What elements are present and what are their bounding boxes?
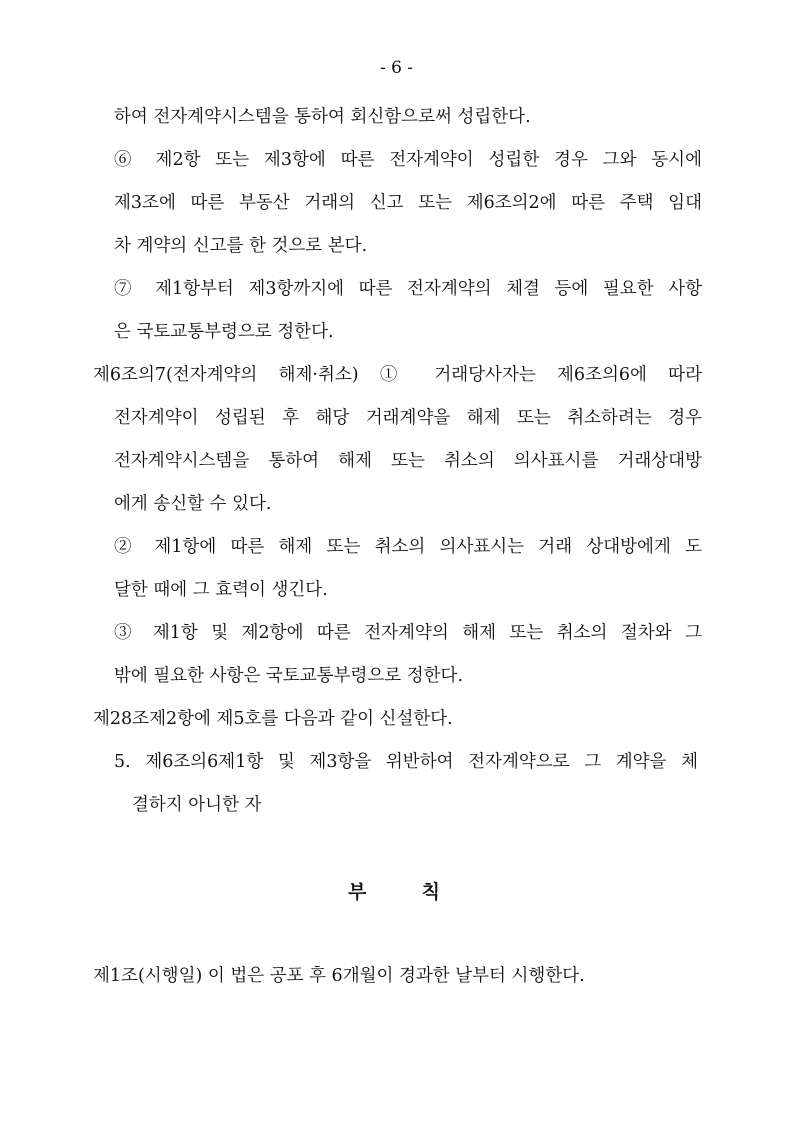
- body-line: 하여 전자계약시스템을 통하여 회신함으로써 성립한다.: [114, 107, 531, 127]
- body-line: 전자계약이 성립된 후 해당 거래계약을 해제 또는 취소하려는 경우: [114, 408, 702, 428]
- addenda-title-char: 칙: [421, 881, 440, 903]
- body-line: 에게 송신할 수 있다.: [114, 494, 272, 514]
- item-line: 5. 제6조의6제1항 및 제3항을 위반하여 전자계약으로 그 계약을 체: [114, 752, 698, 772]
- body-line: 달한 때에 그 효력이 생긴다.: [114, 580, 328, 600]
- body-line: 차 계약의 신고를 한 것으로 본다.: [114, 236, 368, 256]
- addenda-title: [348, 877, 440, 904]
- body-line: ⑥ 제2항 또는 제3항에 따른 전자계약이 성립한 경우 그와 동시에: [114, 150, 702, 170]
- page-number: - 6 -: [379, 58, 414, 78]
- body-line: ③ 제1항 및 제2항에 따른 전자계약의 해제 또는 취소의 절차와 그: [114, 623, 702, 643]
- body-line: 밖에 필요한 사항은 국토교통부령으로 정한다.: [114, 666, 464, 686]
- body-line: 은 국토교통부령으로 정한다.: [114, 322, 334, 342]
- item-line: 결하지 아니한 자: [132, 795, 262, 815]
- article-heading-line: 제6조의7(전자계약의 해제·취소) ① 거래당사자는 제6조의6에 따라: [93, 365, 702, 385]
- amendment-line: 제28조제2항에 제5호를 다음과 같이 신설한다.: [93, 709, 453, 729]
- body-line: 제3조에 따른 부동산 거래의 신고 또는 제6조의2에 따른 주택 임대: [114, 193, 702, 213]
- body-line: ② 제1항에 따른 해제 또는 취소의 의사표시는 거래 상대방에게 도: [114, 537, 702, 557]
- body-line: ⑦ 제1항부터 제3항까지에 따른 전자계약의 체결 등에 필요한 사항: [114, 279, 702, 299]
- addenda-article-1: 제1조(시행일) 이 법은 공포 후 6개월이 경과한 날부터 시행한다.: [93, 966, 585, 986]
- addenda-title-char: 부: [348, 881, 367, 903]
- body-line: 전자계약시스템을 통하여 해제 또는 취소의 의사표시를 거래상대방: [114, 451, 702, 471]
